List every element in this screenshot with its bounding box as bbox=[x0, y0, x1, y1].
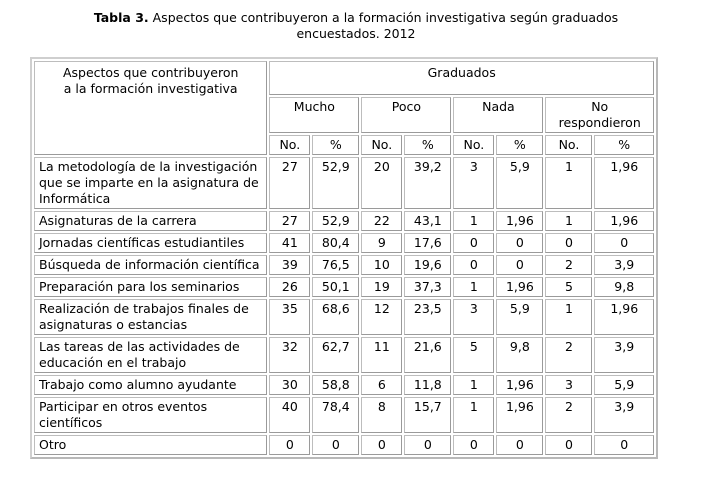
aspect-header-line-1: Aspectos que contribuyeron bbox=[62, 65, 239, 80]
percent-cell: 39,2 bbox=[404, 157, 451, 209]
count-cell: 1 bbox=[453, 277, 494, 297]
count-cell: 3 bbox=[545, 375, 592, 395]
count-cell: 40 bbox=[269, 397, 310, 433]
percent-cell: 78,4 bbox=[312, 397, 359, 433]
category-header-line-1: No bbox=[591, 99, 609, 114]
percent-cell: 0 bbox=[594, 233, 654, 253]
table-row bbox=[34, 211, 654, 231]
percent-cell: 52,9 bbox=[312, 211, 359, 231]
percent-cell: 1,96 bbox=[594, 157, 654, 209]
percent-cell: 0 bbox=[312, 435, 359, 455]
count-cell: 8 bbox=[361, 397, 402, 433]
percent-cell: 62,7 bbox=[312, 337, 359, 373]
percent-cell: 68,6 bbox=[312, 299, 359, 335]
count-subheader: No. bbox=[453, 135, 494, 155]
percent-cell: 1,96 bbox=[594, 299, 654, 335]
results-table bbox=[32, 59, 656, 457]
caption-line-2: encuestados. 2012 bbox=[296, 26, 416, 41]
percent-cell: 80,4 bbox=[312, 233, 359, 253]
count-cell: 10 bbox=[361, 255, 402, 275]
category-header-line-1: Nada bbox=[482, 99, 515, 114]
count-cell: 1 bbox=[545, 157, 592, 209]
aspect-cell: Búsqueda de información científica bbox=[34, 255, 267, 275]
table-body bbox=[34, 157, 654, 455]
percent-cell: 0 bbox=[496, 255, 543, 275]
count-cell: 11 bbox=[361, 337, 402, 373]
aspect-cell: Jornadas científicas estudiantiles bbox=[34, 233, 267, 253]
table-row bbox=[34, 277, 654, 297]
table-row bbox=[34, 299, 654, 335]
count-cell: 9 bbox=[361, 233, 402, 253]
percent-subheader: % bbox=[594, 135, 654, 155]
table-row bbox=[34, 435, 654, 455]
count-cell: 19 bbox=[361, 277, 402, 297]
percent-cell: 17,6 bbox=[404, 233, 451, 253]
percent-cell: 0 bbox=[496, 435, 543, 455]
count-cell: 3 bbox=[453, 299, 494, 335]
count-cell: 30 bbox=[269, 375, 310, 395]
count-cell: 39 bbox=[269, 255, 310, 275]
percent-cell: 58,8 bbox=[312, 375, 359, 395]
count-cell: 5 bbox=[453, 337, 494, 373]
percent-cell: 1,96 bbox=[594, 211, 654, 231]
percent-cell: 3,9 bbox=[594, 397, 654, 433]
percent-subheader: % bbox=[312, 135, 359, 155]
count-cell: 2 bbox=[545, 397, 592, 433]
percent-cell: 50,1 bbox=[312, 277, 359, 297]
percent-subheader: % bbox=[496, 135, 543, 155]
table-row bbox=[34, 157, 654, 209]
percent-subheader: % bbox=[404, 135, 451, 155]
count-subheader: No. bbox=[269, 135, 310, 155]
percent-cell: 0 bbox=[404, 435, 451, 455]
percent-cell: 15,7 bbox=[404, 397, 451, 433]
count-cell: 1 bbox=[453, 375, 494, 395]
count-cell: 0 bbox=[361, 435, 402, 455]
table-row bbox=[34, 337, 654, 373]
count-subheader: No. bbox=[545, 135, 592, 155]
category-header-line-1: Mucho bbox=[293, 99, 335, 114]
table-frame bbox=[30, 57, 658, 459]
percent-cell: 52,9 bbox=[312, 157, 359, 209]
percent-cell: 3,9 bbox=[594, 337, 654, 373]
table-row bbox=[34, 375, 654, 395]
percent-cell: 1,96 bbox=[496, 397, 543, 433]
aspect-column-header bbox=[34, 61, 267, 155]
percent-cell: 0 bbox=[594, 435, 654, 455]
count-cell: 0 bbox=[453, 233, 494, 253]
percent-cell: 19,6 bbox=[404, 255, 451, 275]
category-header bbox=[545, 97, 654, 133]
table-row bbox=[34, 397, 654, 433]
percent-cell: 11,8 bbox=[404, 375, 451, 395]
aspect-cell: Participar en otros eventos científicos bbox=[34, 397, 267, 433]
count-cell: 1 bbox=[453, 397, 494, 433]
percent-cell: 9,8 bbox=[594, 277, 654, 297]
count-cell: 0 bbox=[269, 435, 310, 455]
count-cell: 6 bbox=[361, 375, 402, 395]
category-header-line-1: Poco bbox=[391, 99, 422, 114]
count-cell: 0 bbox=[453, 255, 494, 275]
count-cell: 26 bbox=[269, 277, 310, 297]
percent-cell: 76,5 bbox=[312, 255, 359, 275]
count-cell: 0 bbox=[453, 435, 494, 455]
table-row bbox=[34, 233, 654, 253]
aspect-header-line-2: a la formación investigativa bbox=[63, 81, 238, 96]
aspect-cell: Asignaturas de la carrera bbox=[34, 211, 267, 231]
count-cell: 0 bbox=[545, 435, 592, 455]
count-cell: 3 bbox=[453, 157, 494, 209]
aspect-cell: Trabajo como alumno ayudante bbox=[34, 375, 267, 395]
count-cell: 5 bbox=[545, 277, 592, 297]
count-cell: 41 bbox=[269, 233, 310, 253]
caption-label: Tabla 3. bbox=[93, 10, 149, 25]
aspect-cell: Otro bbox=[34, 435, 267, 455]
percent-cell: 5,9 bbox=[594, 375, 654, 395]
count-cell: 1 bbox=[453, 211, 494, 231]
percent-cell: 37,3 bbox=[404, 277, 451, 297]
category-header-line-2: respondieron bbox=[558, 115, 641, 130]
category-header bbox=[269, 97, 359, 133]
table-row bbox=[34, 255, 654, 275]
percent-cell: 21,6 bbox=[404, 337, 451, 373]
category-header bbox=[361, 97, 451, 133]
count-cell: 35 bbox=[269, 299, 310, 335]
aspect-cell: La metodología de la investigación que se imparte en la asignatura de Informática bbox=[34, 157, 267, 209]
count-cell: 27 bbox=[269, 211, 310, 231]
count-cell: 22 bbox=[361, 211, 402, 231]
category-header bbox=[453, 97, 543, 133]
count-cell: 20 bbox=[361, 157, 402, 209]
caption-text: Aspectos que contribuyeron a la formación investigativa según graduados bbox=[148, 10, 619, 25]
count-cell: 1 bbox=[545, 211, 592, 231]
count-cell: 1 bbox=[545, 299, 592, 335]
aspect-cell: Preparación para los seminarios bbox=[34, 277, 267, 297]
count-subheader: No. bbox=[361, 135, 402, 155]
count-cell: 2 bbox=[545, 255, 592, 275]
count-cell: 12 bbox=[361, 299, 402, 335]
group-header: Graduados bbox=[269, 61, 654, 95]
percent-cell: 9,8 bbox=[496, 337, 543, 373]
percent-cell: 5,9 bbox=[496, 299, 543, 335]
count-cell: 27 bbox=[269, 157, 310, 209]
aspect-cell: Realización de trabajos finales de asignaturas o estancias bbox=[34, 299, 267, 335]
count-cell: 2 bbox=[545, 337, 592, 373]
percent-cell: 43,1 bbox=[404, 211, 451, 231]
table-caption bbox=[0, 10, 712, 42]
header-row-group bbox=[34, 61, 654, 95]
percent-cell: 0 bbox=[496, 233, 543, 253]
percent-cell: 1,96 bbox=[496, 277, 543, 297]
count-cell: 32 bbox=[269, 337, 310, 373]
percent-cell: 1,96 bbox=[496, 375, 543, 395]
percent-cell: 5,9 bbox=[496, 157, 543, 209]
aspect-cell: Las tareas de las actividades de educación en el trabajo bbox=[34, 337, 267, 373]
percent-cell: 1,96 bbox=[496, 211, 543, 231]
percent-cell: 23,5 bbox=[404, 299, 451, 335]
percent-cell: 3,9 bbox=[594, 255, 654, 275]
caption-line-1 bbox=[0, 10, 712, 26]
count-cell: 0 bbox=[545, 233, 592, 253]
